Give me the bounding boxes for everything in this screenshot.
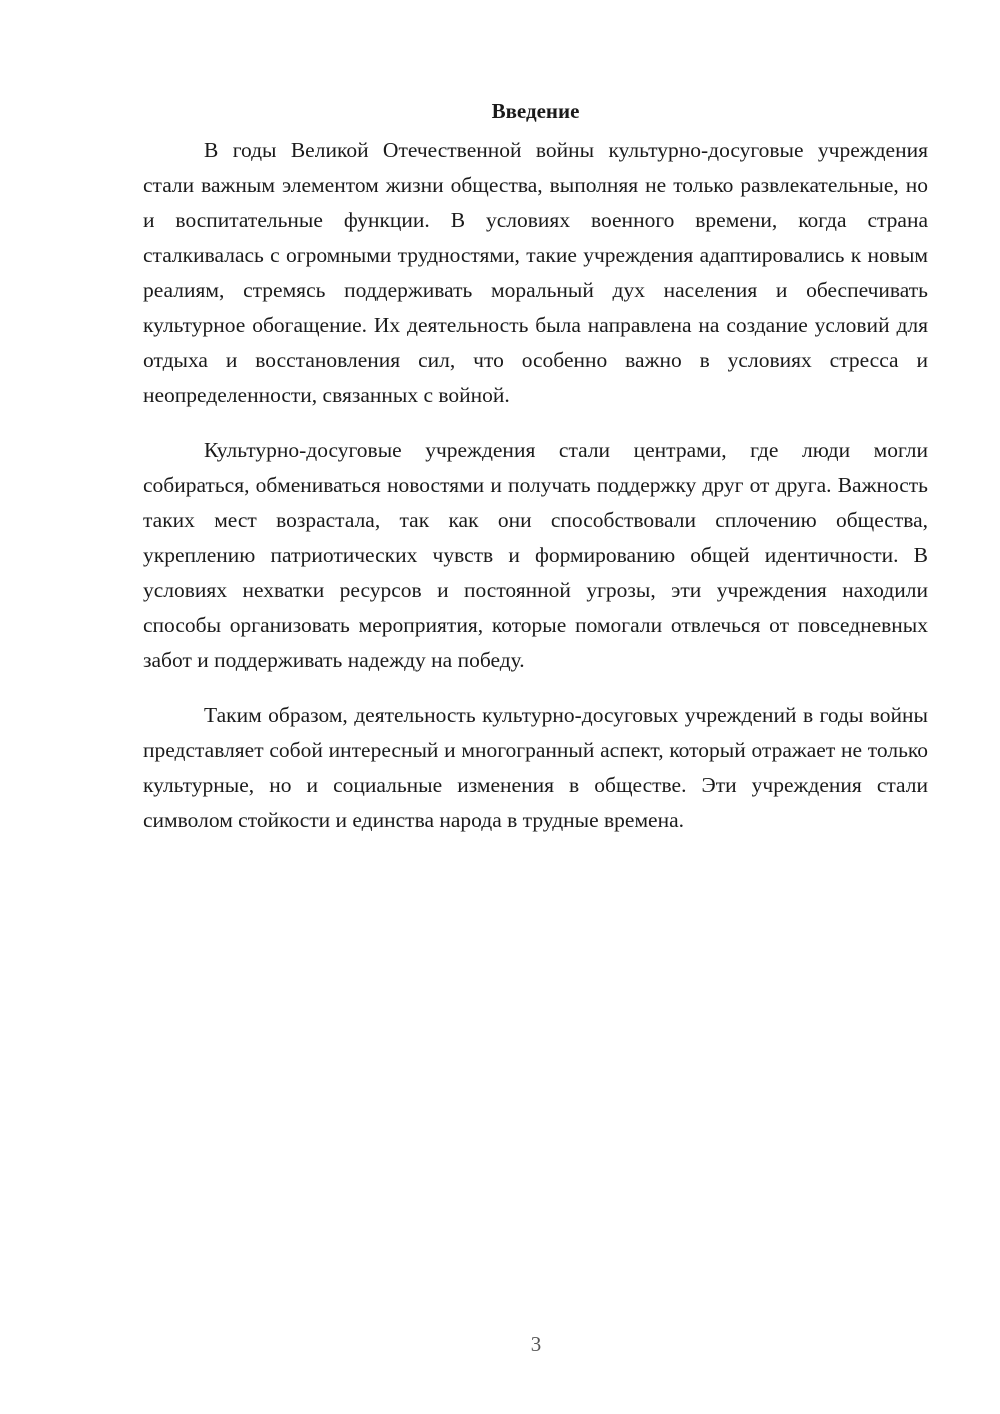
paragraph-2: Культурно-досуговые учреждения стали центрами, где люди могли собираться, обмениваться новостями и получать поддержку друг от друга. Важность таких мест возрастала, так как они способствовали сплочению общества, укреплению патриотических чувств и формированию общей идентичности. В условиях нехватки ресурсов и постоянной угрозы, эти учреждения находили способы организовать мероприятия, которые помогали отвлечься от повседневных забот и поддерживать надежду на победу. bbox=[143, 438, 928, 672]
page-content bbox=[143, 95, 928, 858]
section-heading: Введение bbox=[491, 99, 580, 123]
page-number: 3 bbox=[530, 1332, 542, 1356]
paragraph-1: В годы Великой Отечественной войны культурно-досуговые учреждения стали важным элементом жизни общества, выполняя не только развлекательные, но и воспитательные функции. В условиях военного времени, когда страна сталкивалась с огромными трудностями, такие учреждения адаптировались к новым реалиям, стремясь поддерживать моральный дух населения и обеспечивать культурное обогащение. Их деятельность была направлена на создание условий для отдыха и восстановления сил, что особенно важно в условиях стресса и неопределенности, связанных с войной. bbox=[143, 138, 928, 407]
paragraph-3: Таким образом, деятельность культурно-досуговых учреждений в годы войны представляет собой интересный и многогранный аспект, который отражает не только культурные, но и социальные изменения в обществе. Эти учреждения стали символом стойкости и единства народа в трудные времена. bbox=[143, 703, 928, 832]
